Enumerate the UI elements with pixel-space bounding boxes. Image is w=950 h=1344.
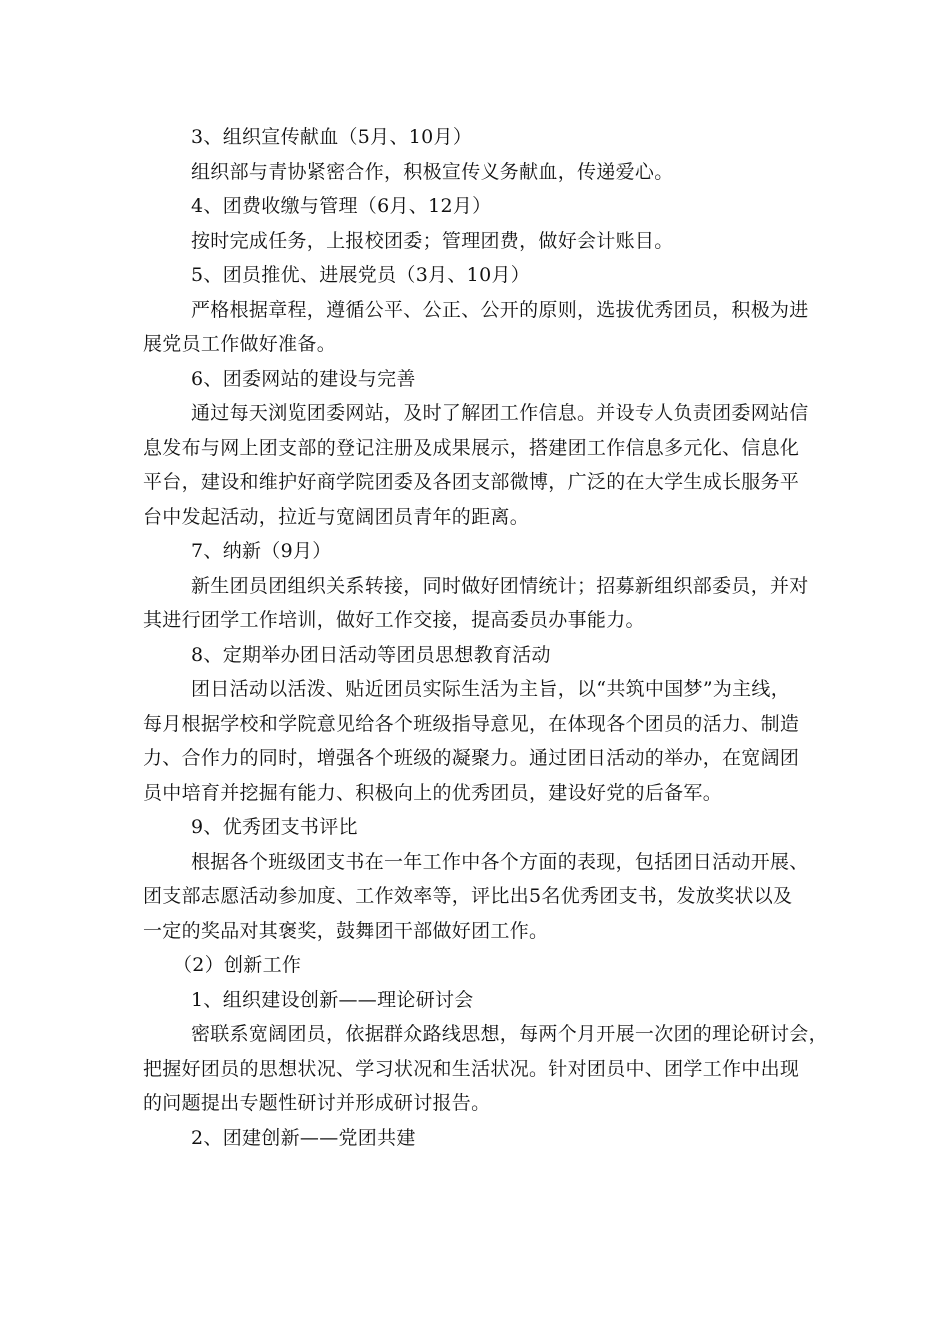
text-line: 7、纳新（9月） [191,540,332,562]
text-line: 通过每天浏览团委网站，及时了解团工作信息。并设专人负责团委网站信 [191,402,809,424]
text-line: 新生团员团组织关系转接，同时做好团情统计；招募新组织部委员，并对 [191,574,809,597]
text-line: 每月根据学校和学院意见给各个班级指导意见，在体现各个团员的活力、制造 [143,712,800,735]
text-line: 展党员工作做好准备。 [143,333,337,355]
text-line: 5、团员推优、进展党员（3月、10月） [191,264,531,286]
text-line: （2）创新工作 [173,954,302,976]
text-line: 力、合作力的同时，增强各个班级的凝聚力。通过团日活动的举办，在宽阔团 [143,747,800,769]
text-line: 把握好团员的思想状况、学习状况和生活状况。针对团员中、团学工作中出现 [143,1057,800,1080]
text-line: 2、团建创新——党团共建 [191,1126,416,1149]
text-line: 息发布与网上团支部的登记注册及成果展示，搭建团工作信息多元化、信息化 [143,436,800,459]
text-line: 台中发起活动，拉近与宽阔团员青年的距离。 [143,505,530,528]
text-line: 平台，建设和维护好商学院团委及各团支部微博，广泛的在大学生成长服务平 [143,471,800,493]
document-body [143,120,833,1155]
text-line: 团支部志愿活动参加度、工作效率等，评比出5名优秀团支书，发放奖状以及 [143,885,793,907]
text-line: 一定的奖品对其褒奖，鼓舞团干部做好团工作。 [143,919,549,942]
text-line: 3、组织宣传献血（5月、10月） [191,126,473,148]
text-line: 1、组织建设创新——理论研讨会 [191,988,474,1011]
text-line: 8、定期举办团日活动等团员思想教育活动 [191,643,551,666]
text-line: 4、团费收缴与管理（6月、12月） [191,195,492,217]
text-line: 密联系宽阔团员，依据群众路线思想，每两个月开展一次团的理论研讨会， [191,1023,828,1045]
text-line: 的问题提出专题性研讨并形成研讨报告。 [143,1092,491,1114]
text-line: 其进行团学工作培训，做好工作交接，提高委员办事能力。 [143,609,645,631]
text-line: 严格根据章程，遵循公平、公正、公开的原则，选拔优秀团员，积极为进 [191,298,809,321]
text-line: 组织部与青协紧密合作，积极宣传义务献血，传递爱心。 [191,160,674,183]
text-line: 9、优秀团支书评比 [191,816,358,838]
text-line: 根据各个班级团支书在一年工作中各个方面的表现，包括团日活动开展、 [191,850,809,873]
text-line: 6、团委网站的建设与完善 [191,367,416,390]
text-line: 按时完成任务，上报校团委；管理团费，做好会计账目。 [191,229,674,252]
text-line: 员中培育并挖掘有能力、积极向上的优秀团员，建设好党的后备军。 [143,781,723,804]
text-line: 团日活动以活泼、贴近团员实际生活为主旨，以“共筑中国梦”为主线， [191,678,791,700]
